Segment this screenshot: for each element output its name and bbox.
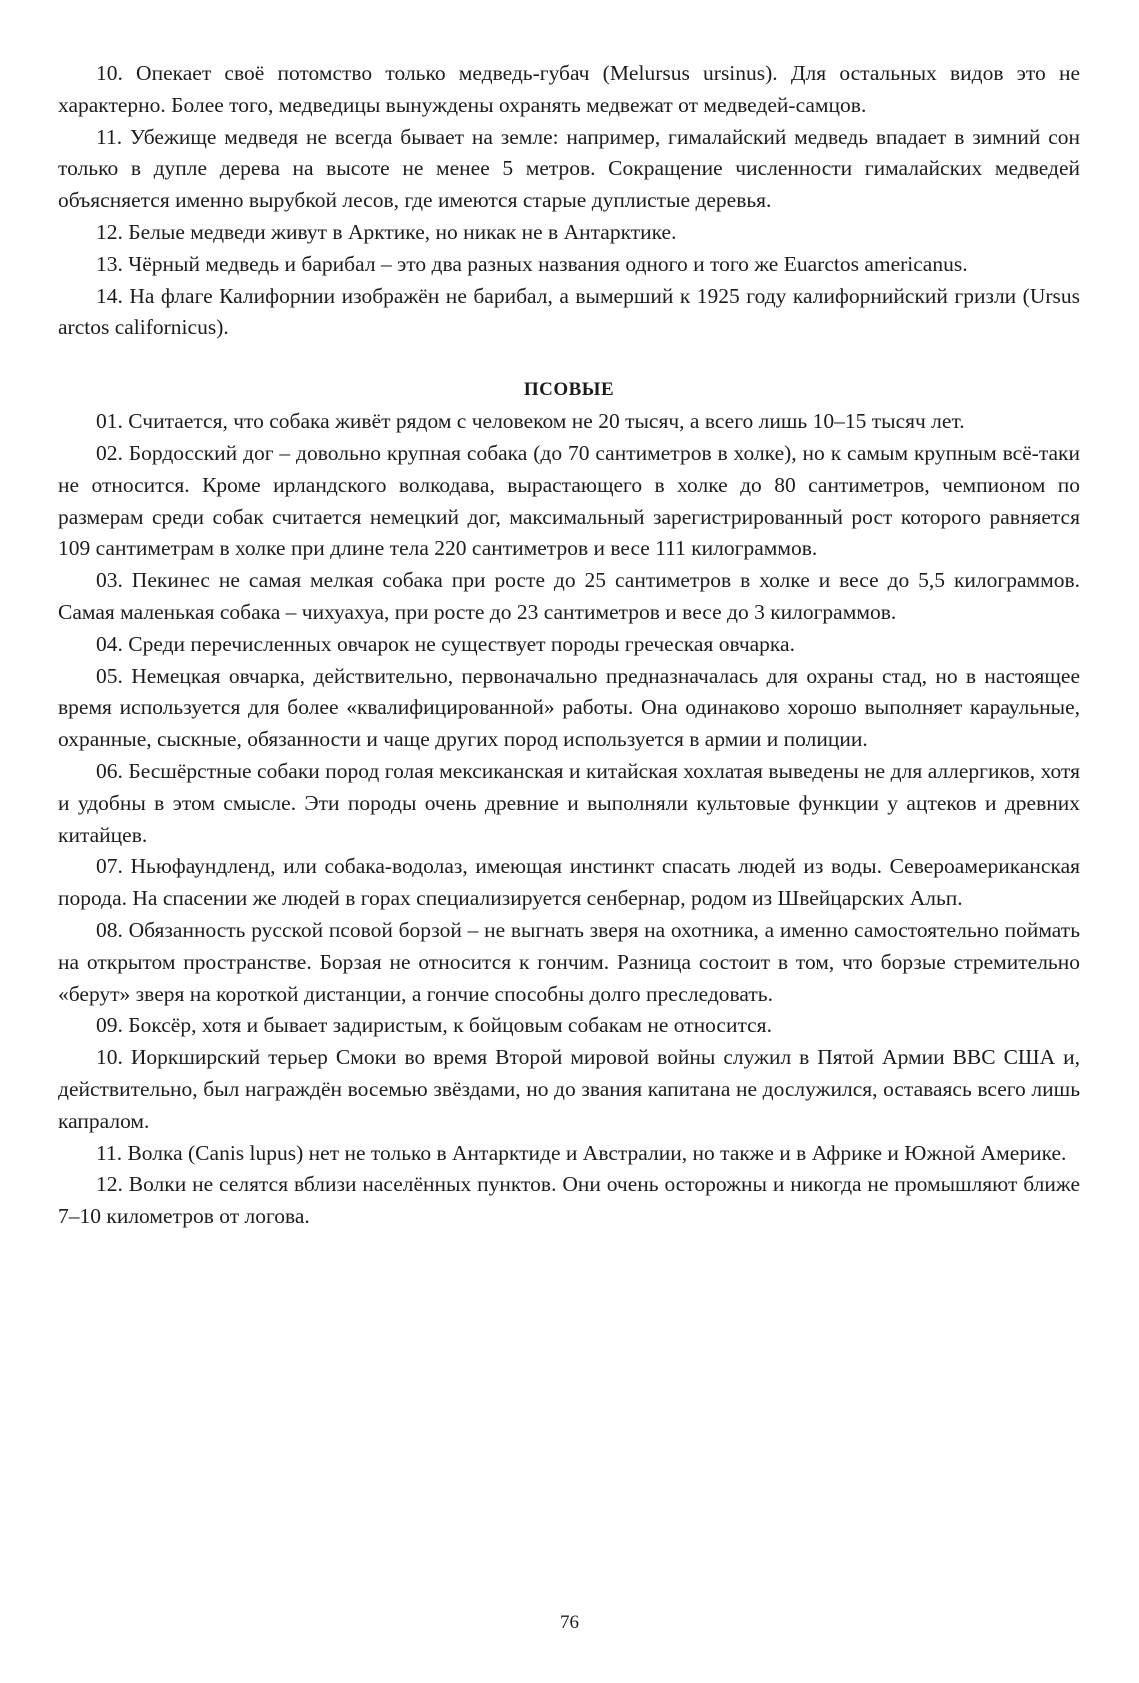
bears-paragraph-11: 11. Убежище медведя не всегда бывает на земле: например, гималайский медведь впадает в зимний сон только в дупле дерева на высоте не менее 5 метров. Сокращение численности гималайских медведей объясняется именно вырубкой лесов, где имеются старые дуплистые деревья. xyxy=(58,124,1080,213)
bears-paragraph-13: 13. Чёрный медведь и барибал – это два разных названия одного и того же Euarctos americanus. xyxy=(96,251,968,276)
document-page xyxy=(58,58,1080,1233)
dogs-paragraph-01: 01. Считается, что собака живёт рядом с человеком не 20 тысяч, а всего лишь 10–15 тысяч лет. xyxy=(96,409,965,434)
dogs-paragraph-06: 06. Бесшёрстные собаки пород голая мексиканская и китайская хохлатая выведены не для аллергиков, хотя и удобны в этом смысле. Эти породы очень древние и выполняли культовые функции у ацтеков и древних китайцев. xyxy=(58,758,1080,847)
bears-paragraph-14: 14. На флаге Калифорнии изображён не барибал, а вымерший к 1925 году калифорнийский гризли (Ursus arctos californicus). xyxy=(58,283,1080,340)
dogs-paragraph-03: 03. Пекинес не самая мелкая собака при росте до 25 сантиметров в холке и весе до 5,5 килограммов. Самая маленькая собака – чихуахуа, при росте до 23 сантиметров и весе до 3 килограммов. xyxy=(58,568,1080,624)
dogs-paragraph-05: 05. Немецкая овчарка, действительно, первоначально предназначалась для охраны стад, но в настоящее время используется для более «квалифицированной» работы. Она одинаково хорошо выполняет караульные, охранные, сыскные, обязанности и чаще других пород используется в армии и полиции. xyxy=(58,663,1080,752)
bears-paragraph-10: 10. Опекает своё потомство только медведь-губач (Melursus ursinus). Для остальных видов это не характерно. Более того, медведицы вынуждены охранять медвежат от медведей-самцов. xyxy=(58,61,1080,117)
dogs-paragraph-07: 07. Ньюфаундленд, или собака-водолаз, имеющая инстинкт спасать людей из воды. Североамериканская порода. На спасении же людей в горах специализируется сенбернар, родом из Швейцарских Альп. xyxy=(58,854,1080,911)
dogs-paragraph-11: 11. Волка (Canis lupus) нет не только в Антарктиде и Австралии, но также и в Африке и Южной Америке. xyxy=(96,1140,1067,1165)
page-number: 76 xyxy=(560,1612,579,1633)
dogs-paragraph-10: 10. Иоркширский терьер Смоки во время Второй мировой войны служил в Пятой Армии ВВС США и, действительно, был награждён восемью звёздами, но до звания капитана не дослужился, оставаясь всего лишь капралом. xyxy=(58,1045,1080,1133)
bears-paragraph-12: 12. Белые медведи живут в Арктике, но никак не в Антарктике. xyxy=(96,219,677,244)
dogs-paragraph-02: 02. Бордосский дог – довольно крупная собака (до 70 сантиметров в холке), но к самым крупным всё-таки не относится. Кроме ирландского волкодава, вырастающего в холке до 80 сантиметров, чемпионом по размерам среди собак считается немецкий дог, максимальный зарегистрированный рост которого равняется 109 сантиметрам в холке при длине тела 220 сантиметров и весе 111 килограммов. xyxy=(58,440,1080,561)
dogs-paragraph-08: 08. Обязанность русской псовой борзой – не выгнать зверя на охотника, а именно самостоятельно поймать на открытом пространстве. Борзая не относится к гончим. Разница состоит в том, что борзые стремительно «берут» зверя на короткой дистанции, а гончие способны долго преследовать. xyxy=(58,917,1080,1006)
dogs-paragraph-12: 12. Волки не селятся вблизи населённых пунктов. Они очень осторожны и никогда не промышляют ближе 7–10 километров от логова. xyxy=(58,1172,1080,1229)
dogs-paragraph-04: 04. Среди перечисленных овчарок не существует породы греческая овчарка. xyxy=(96,631,795,656)
dogs-paragraph-09: 09. Боксёр, хотя и бывает задиристым, к бойцовым собакам не относится. xyxy=(96,1013,772,1038)
section-heading-dogs: ПСОВЫЕ xyxy=(523,379,615,401)
